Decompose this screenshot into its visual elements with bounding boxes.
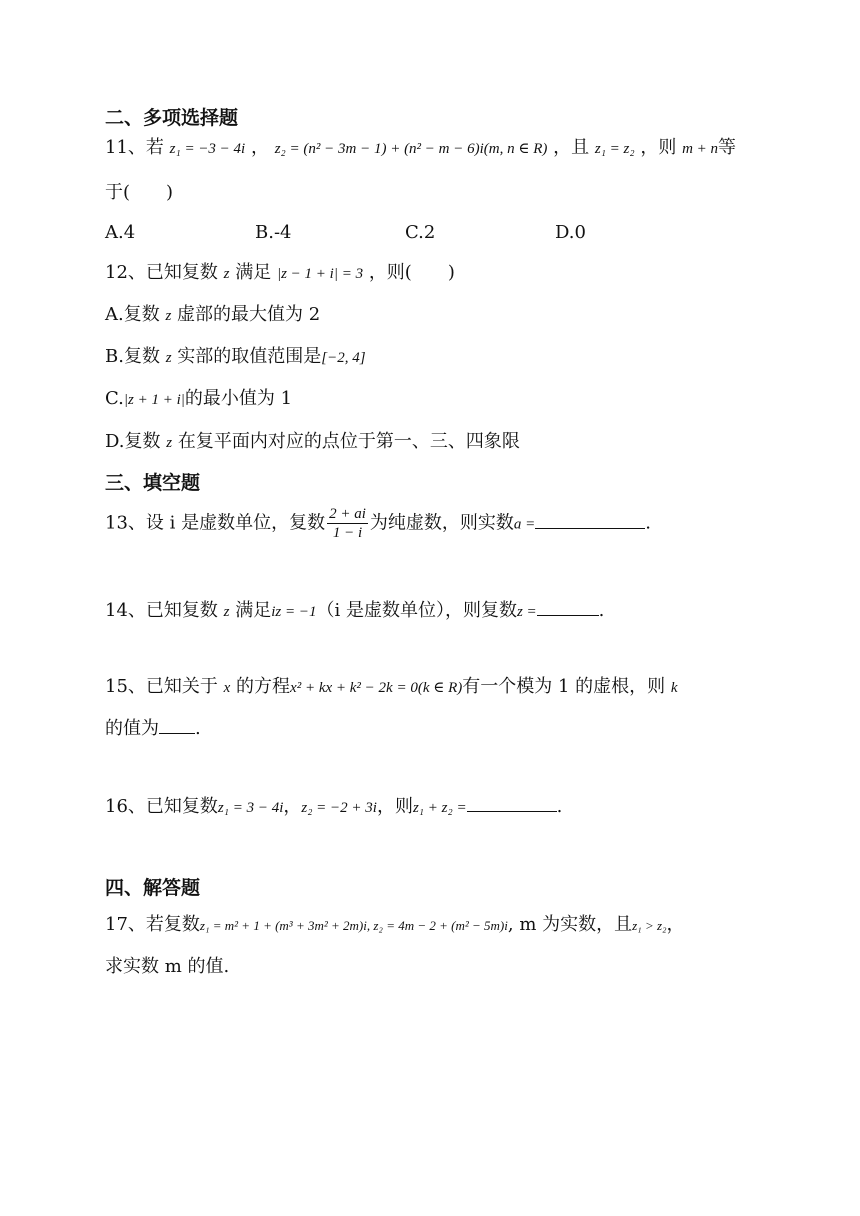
- q15-text: 有一个模为 1 的虚根，则: [462, 676, 666, 697]
- option-a: A.4: [105, 222, 136, 243]
- question-11-line-2: 于( ): [105, 182, 174, 203]
- question-11-line-1: [105, 136, 736, 161]
- answer-blank: [537, 599, 599, 616]
- q16-z1: z₁ = 3 − 4i: [217, 800, 284, 816]
- q17-condition: z₁ > z₂: [632, 918, 667, 933]
- answer-blank: [535, 512, 645, 529]
- q11-text: ，则: [640, 137, 677, 158]
- q16-period: .: [556, 796, 563, 817]
- question-13: [105, 505, 651, 542]
- question-11-options: [105, 221, 705, 245]
- section-heading-multi-choice: 二、多项选择题: [105, 107, 239, 129]
- q15-var-x: x: [223, 680, 231, 696]
- q14-text: 14、已知复数: [105, 600, 218, 621]
- option-d: D.0: [555, 222, 586, 243]
- answer-blank: [159, 717, 195, 734]
- q12-opt-text: 的最小值为 1: [184, 388, 293, 409]
- q14-condition: iz = −1: [271, 604, 317, 620]
- q11-separator: ，: [250, 137, 269, 158]
- q16-separator: ，: [283, 796, 302, 817]
- q12-text: 满足: [235, 262, 272, 283]
- q17-text: , m 为实数，且: [507, 914, 633, 935]
- q14-period: .: [598, 600, 605, 621]
- q12-var-z: z: [165, 308, 172, 324]
- q12-opt-text: 在复平面内对应的点位于第一、三、四象限: [177, 431, 520, 452]
- q14-variable: z =: [516, 604, 537, 620]
- question-15-line-2: [105, 717, 201, 741]
- q14-text: （i 是虚数单位），则复数: [316, 600, 517, 621]
- q15-text: 15、已知关于: [105, 676, 218, 697]
- q12-opt-text: 虚部的最大值为 2: [177, 304, 321, 325]
- question-12-option-b: [105, 345, 366, 370]
- q13-fraction: [327, 505, 368, 542]
- question-15-line-1: [105, 675, 678, 700]
- q12-opt-text: D.复数: [105, 431, 161, 452]
- q17-text: 17、若复数: [105, 914, 200, 935]
- question-17-line-2: 求实数 m 的值.: [105, 956, 230, 977]
- q12-text: 12、已知复数: [105, 262, 218, 283]
- q15-text: 的值为: [105, 718, 159, 739]
- answer-blank: [467, 795, 557, 812]
- q12-opt-text: C.: [105, 388, 124, 409]
- question-16: [105, 795, 562, 820]
- q11-number: 11、若: [105, 137, 164, 158]
- q12-text: ，则( ): [368, 262, 455, 283]
- q13-period: .: [645, 512, 652, 534]
- q16-text: 16、已知复数: [105, 796, 218, 817]
- q12-opt-text: A.复数: [105, 304, 160, 325]
- q11-expression: m + n: [682, 141, 719, 157]
- q13-text: 为纯虚数，则实数: [369, 512, 514, 534]
- q12-var-z: z: [166, 435, 173, 451]
- section-heading-problem-solving: 四、解答题: [105, 877, 201, 899]
- q16-z2: z₂ = −2 + 3i: [301, 800, 377, 816]
- q15-equation: x² + kx + k² − 2k = 0(k ∈ R): [290, 680, 463, 696]
- option-c: C.2: [405, 222, 436, 243]
- q12-range: [−2, 4]: [321, 350, 366, 366]
- q12-var-z: z: [223, 266, 230, 282]
- q12-abs-expr: |z + 1 + i|: [123, 392, 185, 408]
- q11-text: 等: [718, 137, 737, 158]
- q16-expression: z₁ + z₂ =: [412, 800, 467, 816]
- q11-z2: z₂ = (n² − 3m − 1) + (n² − m − 6)i(m, n ∈ R): [274, 141, 548, 157]
- question-17-line-1: [105, 913, 685, 938]
- section-heading-fill-blank: 三、填空题: [105, 472, 201, 494]
- q13-numerator: 2 + ai: [329, 506, 366, 522]
- q12-opt-text: 实部的取值范围是: [177, 346, 322, 367]
- q12-opt-text: B.复数: [105, 346, 160, 367]
- q13-denominator: 1 − i: [332, 525, 363, 541]
- question-14: [105, 599, 604, 624]
- q16-text: ，则: [376, 796, 413, 817]
- q17-text: ，: [666, 914, 685, 935]
- q17-expression: z₁ = m² + 1 + (m³ + 3m² + 2m)i, z₂ = 4m − 2 + (m² − 5m)i: [199, 918, 508, 933]
- q15-text: 的方程: [236, 676, 291, 697]
- q15-var-k: k: [670, 680, 678, 696]
- q14-var-z: z: [223, 604, 230, 620]
- question-12-stem: [105, 261, 455, 286]
- q11-condition: z₁ = z₂: [594, 141, 635, 157]
- option-b: B.-4: [255, 222, 292, 243]
- q14-text: 满足: [235, 600, 272, 621]
- q11-z1: z₁ = −3 − 4i: [169, 141, 246, 157]
- q12-condition: |z − 1 + i| = 3: [276, 266, 364, 282]
- q11-text: ，且: [553, 137, 590, 158]
- q12-var-z: z: [165, 350, 172, 366]
- q13-variable: a =: [513, 516, 536, 533]
- q13-text: 13、设 i 是虚数单位，复数: [105, 512, 326, 534]
- question-12-option-d: [105, 430, 520, 455]
- question-12-option-a: [105, 303, 320, 328]
- q15-period: .: [195, 718, 201, 739]
- question-12-option-c: [105, 387, 292, 412]
